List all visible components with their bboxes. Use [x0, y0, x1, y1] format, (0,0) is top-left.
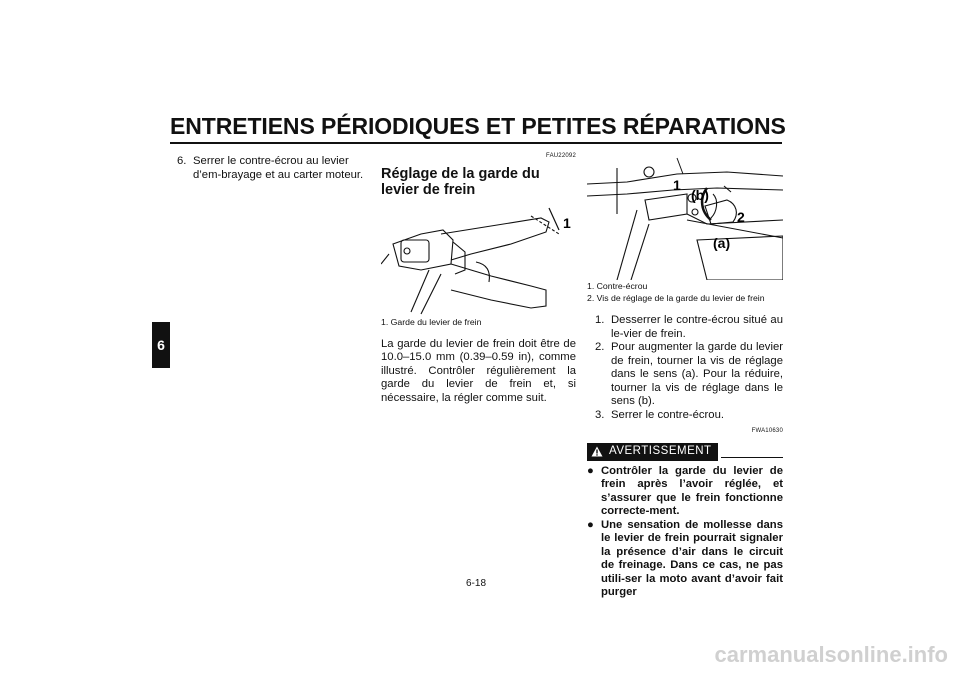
adjuster-illustration	[587, 154, 783, 280]
page-title: ENTRETIENS PÉRIODIQUES ET PETITES RÉPARATIONS	[170, 113, 786, 139]
adjuster-screw-callout: 2	[737, 209, 745, 225]
warning-triangle-icon	[591, 446, 603, 457]
locknut-callout: 1	[673, 177, 681, 193]
step-1-text: Desserrer le contre-écrou situé au le-vier de frein.	[611, 314, 783, 340]
column-3	[587, 150, 783, 600]
step-6-number: 6.	[177, 155, 187, 167]
step-1	[595, 314, 783, 341]
procedure-steps	[587, 314, 783, 422]
bullet-dot-icon: ●	[587, 518, 594, 531]
direction-a-label: (a)	[713, 235, 731, 251]
warning-badge	[587, 443, 718, 461]
warning-bullet-2-text: Une sensation de mollesse dans le levier de frein pourrait signaler la présence d’air dans le circuit de freinage. Dans ce cas, ne pas utili-ser la moto avant d’avoir fait purger	[601, 518, 783, 598]
step-2	[595, 341, 783, 409]
figure-caption-2: 2. Vis de réglage de la garde du levier de frein	[587, 293, 765, 303]
watermark: carmanualsonline.info	[714, 642, 948, 667]
warning-rule	[721, 457, 783, 459]
warning-bullet-1	[587, 465, 783, 519]
warning-bullets	[587, 465, 783, 600]
section-body: La garde du levier de frein doit être de 10.0–15.0 mm (0.39–0.59 in), comme illustré. Contrôler régulièrement la garde du levier de frein et, si nécessaire, la régler comme suit.	[381, 337, 576, 404]
page-number: 6-18	[466, 578, 487, 589]
step-3-number: 3.	[595, 408, 605, 421]
step-3-text: Serrer le contre-écrou.	[611, 408, 725, 421]
column-1	[177, 155, 369, 182]
step-3	[595, 409, 783, 423]
section-code: FAU22092	[546, 153, 576, 159]
warning-bullet-1-text: Contrôler la garde du levier de frein après l’avoir réglée, et s’assurer que le frein fonctionne correcte-ment.	[601, 464, 783, 517]
figure-caption: 1. Garde du levier de frein	[381, 316, 482, 327]
brake-lever-illustration	[381, 204, 576, 316]
step-6-text: Serrer le contre-écrou au levier d’em-brayage et au carter moteur.	[193, 155, 364, 181]
bullet-dot-icon: ●	[587, 464, 594, 477]
column-2	[381, 150, 576, 405]
step-6	[177, 155, 369, 182]
title-rule	[170, 142, 782, 144]
step-2-number: 2.	[595, 341, 605, 353]
figure-caption-1: 1. Contre-écrou	[587, 281, 648, 291]
warning-header	[587, 443, 783, 461]
warning-label: AVERTISSEMENT	[609, 444, 712, 457]
brake-lever-figure	[381, 204, 576, 316]
section-heading: Réglage de la garde du levier de frein	[381, 165, 540, 198]
step-1-number: 1.	[595, 314, 605, 326]
warning-code: FWA10630	[751, 428, 783, 434]
direction-b-label: (b)	[691, 187, 709, 203]
step-2-text: Pour augmenter la garde du levier de frein, tourner la vis de réglage dans le sens (a). Pour la réduire, tourner la vis de réglage dans le sens (b).	[611, 341, 783, 407]
chapter-tab: 6	[152, 322, 170, 368]
adjuster-figure	[587, 154, 783, 280]
brake-lever-callout: 1	[563, 214, 571, 231]
warning-bullet-2	[587, 519, 783, 600]
